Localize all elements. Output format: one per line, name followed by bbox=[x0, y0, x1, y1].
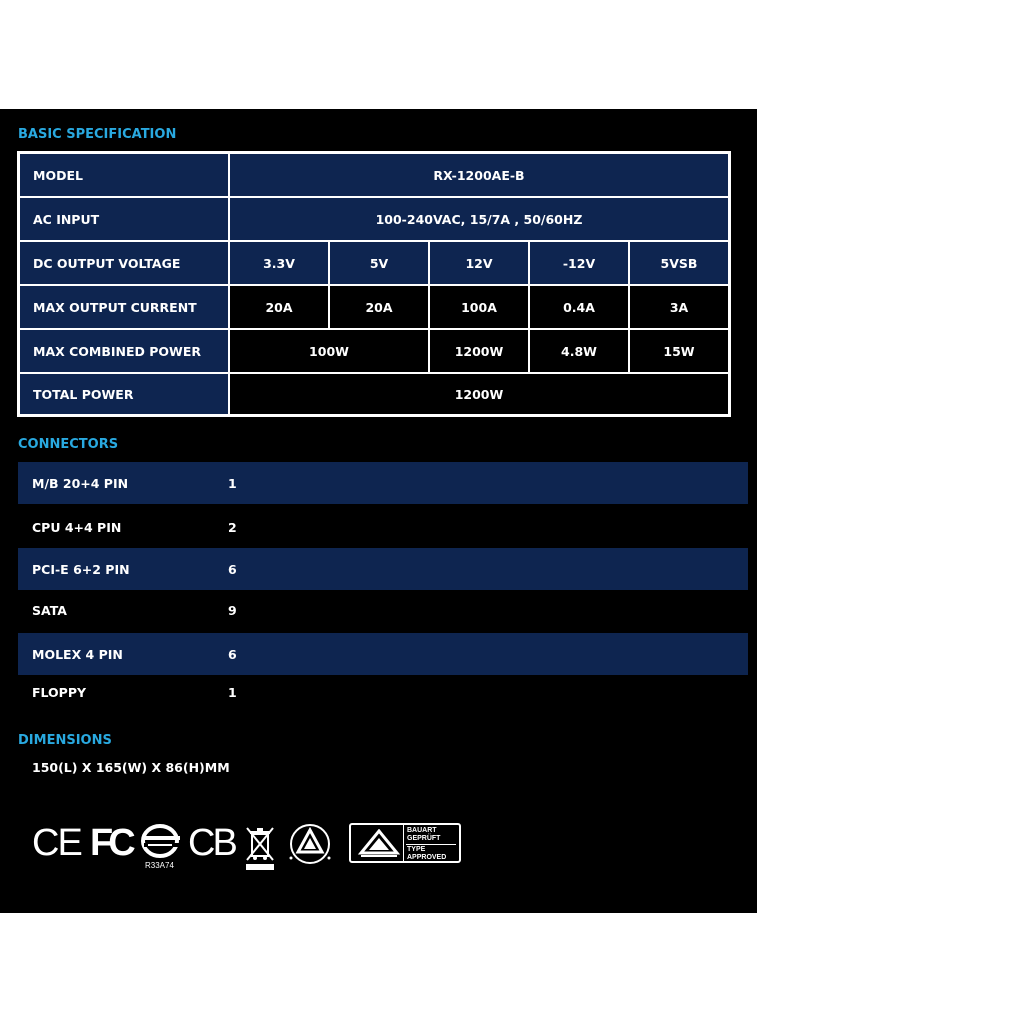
max-current-label: MAX OUTPUT CURRENT bbox=[19, 285, 229, 329]
connector-label: SATA bbox=[32, 602, 67, 618]
cb-mark-icon: CB bbox=[188, 822, 235, 864]
connector-row bbox=[18, 548, 748, 590]
connector-row bbox=[18, 589, 748, 631]
dimensions-value: 150(L) X 165(W) X 86(H)MM bbox=[32, 760, 230, 775]
tuv-us-mark-icon bbox=[288, 822, 334, 868]
ac-input-label: AC INPUT bbox=[19, 197, 229, 241]
fcc-mark-icon: FC bbox=[90, 822, 131, 864]
dc-voltage-5v: 5V bbox=[329, 241, 429, 285]
tuv-bauart-text: BAUART bbox=[407, 827, 437, 834]
connector-row bbox=[18, 633, 748, 675]
ccc-mark-icon bbox=[140, 824, 182, 870]
connector-count: 9 bbox=[228, 602, 237, 618]
max-power-12v: 1200W bbox=[429, 329, 529, 373]
connector-count: 1 bbox=[228, 475, 237, 491]
dc-voltage-5vsb: 5VSB bbox=[629, 241, 729, 285]
spec-table bbox=[17, 151, 731, 417]
ce-mark-icon: CE bbox=[32, 822, 81, 864]
connector-label: M/B 20+4 PIN bbox=[32, 475, 129, 491]
dc-voltage-12v: 12V bbox=[429, 241, 529, 285]
dimensions-title: DIMENSIONS bbox=[18, 733, 112, 748]
dc-voltage-minus12v: -12V bbox=[529, 241, 629, 285]
connector-label: CPU 4+4 PIN bbox=[32, 519, 122, 535]
model-label: MODEL bbox=[19, 153, 229, 197]
max-current-12v: 100A bbox=[429, 285, 529, 329]
max-power-minus12v: 4.8W bbox=[529, 329, 629, 373]
ac-input-value: 100-240VAC, 15/7A , 50/60HZ bbox=[229, 197, 729, 241]
tuv-type-text: TYPE bbox=[407, 846, 426, 853]
basic-spec-title: BASIC SPECIFICATION bbox=[18, 127, 177, 142]
weee-bin-icon bbox=[244, 826, 276, 872]
model-value: RX-1200AE-B bbox=[229, 153, 729, 197]
max-current-5vsb: 3A bbox=[629, 285, 729, 329]
connector-row bbox=[18, 506, 748, 548]
connector-row bbox=[18, 462, 748, 504]
connector-count: 6 bbox=[228, 561, 237, 577]
total-power-value: 1200W bbox=[229, 373, 729, 415]
connector-label: PCI-E 6+2 PIN bbox=[32, 561, 130, 577]
tuv-approved-text: APPROVED bbox=[407, 854, 447, 861]
max-current-3v3: 20A bbox=[229, 285, 329, 329]
connectors-title: CONNECTORS bbox=[18, 437, 119, 452]
max-current-minus12v: 0.4A bbox=[529, 285, 629, 329]
connector-count: 1 bbox=[228, 684, 237, 700]
dc-voltage-3v3: 3.3V bbox=[229, 241, 329, 285]
connector-label: MOLEX 4 PIN bbox=[32, 646, 123, 662]
connector-count: 2 bbox=[228, 519, 237, 535]
tuv-type-approved-icon bbox=[349, 823, 461, 863]
tuv-triangle-icon bbox=[357, 829, 401, 859]
connector-row bbox=[18, 671, 748, 713]
max-power-label: MAX COMBINED POWER bbox=[19, 329, 229, 373]
total-power-label: TOTAL POWER bbox=[19, 373, 229, 415]
ccc-symbol-icon bbox=[140, 824, 182, 858]
max-current-5v: 20A bbox=[329, 285, 429, 329]
dc-voltage-label: DC OUTPUT VOLTAGE bbox=[19, 241, 229, 285]
max-power-3v3-5v: 100W bbox=[229, 329, 429, 373]
connector-label: FLOPPY bbox=[32, 684, 87, 700]
connector-count: 6 bbox=[228, 646, 237, 662]
ccc-code: R33A74 bbox=[145, 861, 174, 870]
tuv-geprueft-text: GEPRÜFT bbox=[407, 835, 441, 842]
max-power-5vsb: 15W bbox=[629, 329, 729, 373]
